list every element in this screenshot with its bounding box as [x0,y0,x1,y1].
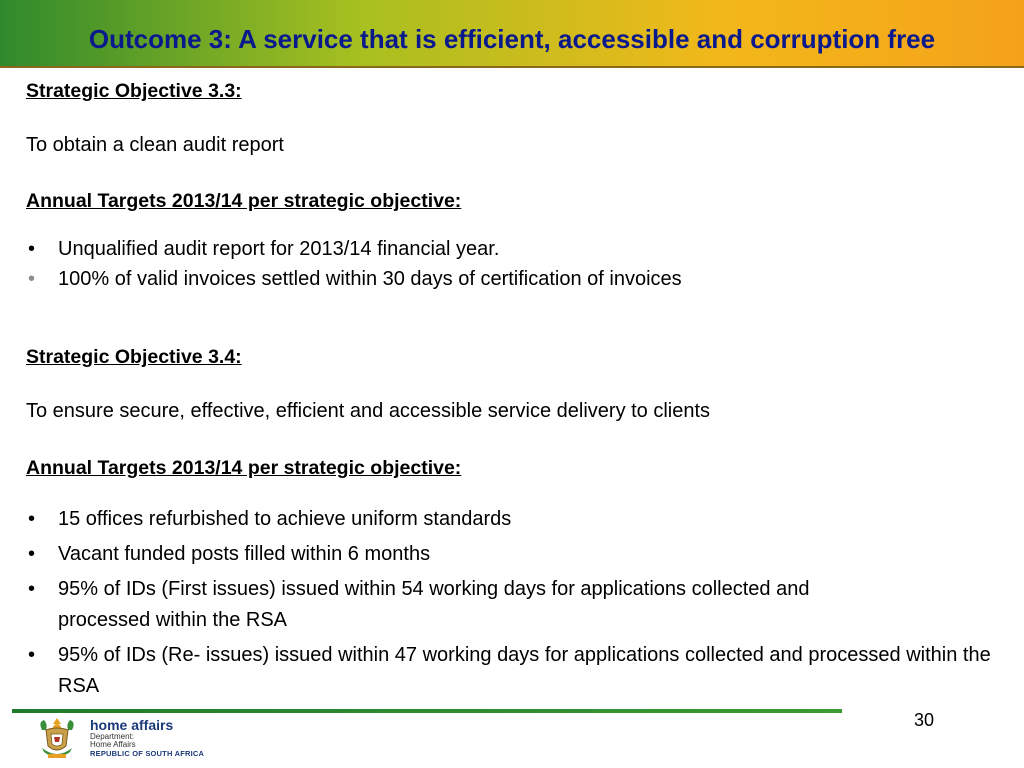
bullet-icon: • [28,508,36,530]
home-affairs-logo [34,716,214,760]
target-text: Unqualified audit report for 2013/14 financial year. [58,238,500,260]
objective-3-3-description: To obtain a clean audit report [26,134,284,156]
target-text: 95% of IDs (Re- issues) issued within 47 working days for applications collected and processed within the RSA [58,644,991,697]
slide-title: Outcome 3: A service that is efficient, accessible and corruption free [88,24,936,54]
logo-name: home affairs [90,717,174,733]
objective-3-3-heading: Strategic Objective 3.3: [26,80,242,102]
target-text: Vacant funded posts filled within 6 months [58,543,431,565]
title-bar [0,0,1024,68]
objective-3-4-targets-list [26,504,991,706]
target-text: 15 offices refurbished to achieve uniform standards [58,508,512,530]
bullet-icon: • [28,238,36,260]
list-item [26,504,986,535]
objective-3-3-targets-list [26,234,986,299]
list-item [26,640,998,702]
bullet-icon: • [28,578,36,600]
objective-3-4-targets-heading: Annual Targets 2013/14 per strategic objective: [26,457,462,479]
logo-line-home-affairs: Home Affairs [90,740,136,749]
list-item [26,574,898,636]
bullet-icon: • [28,268,36,290]
objective-3-4-description: To ensure secure, effective, efficient and accessible service delivery to clients [26,400,711,422]
list-item [26,234,986,265]
footer-divider [12,709,842,713]
coat-of-arms-icon [34,716,80,760]
bullet-icon: • [28,644,36,666]
page-number: 30 [914,710,935,730]
list-item [26,264,986,295]
logo-line-republic: REPUBLIC OF SOUTH AFRICA [90,749,205,758]
target-text: 95% of IDs (First issues) issued within 54 working days for applications collected and processed within the RSA [58,578,810,631]
logo-line-department: Department: [90,732,135,741]
target-text: 100% of valid invoices settled within 30 days of certification of invoices [58,268,682,290]
objective-3-4-heading: Strategic Objective 3.4: [26,346,242,368]
objective-3-3-targets-heading: Annual Targets 2013/14 per strategic objective: [26,190,462,212]
logo-text-block [90,718,250,758]
list-item [26,539,986,570]
bullet-icon: • [28,543,36,565]
